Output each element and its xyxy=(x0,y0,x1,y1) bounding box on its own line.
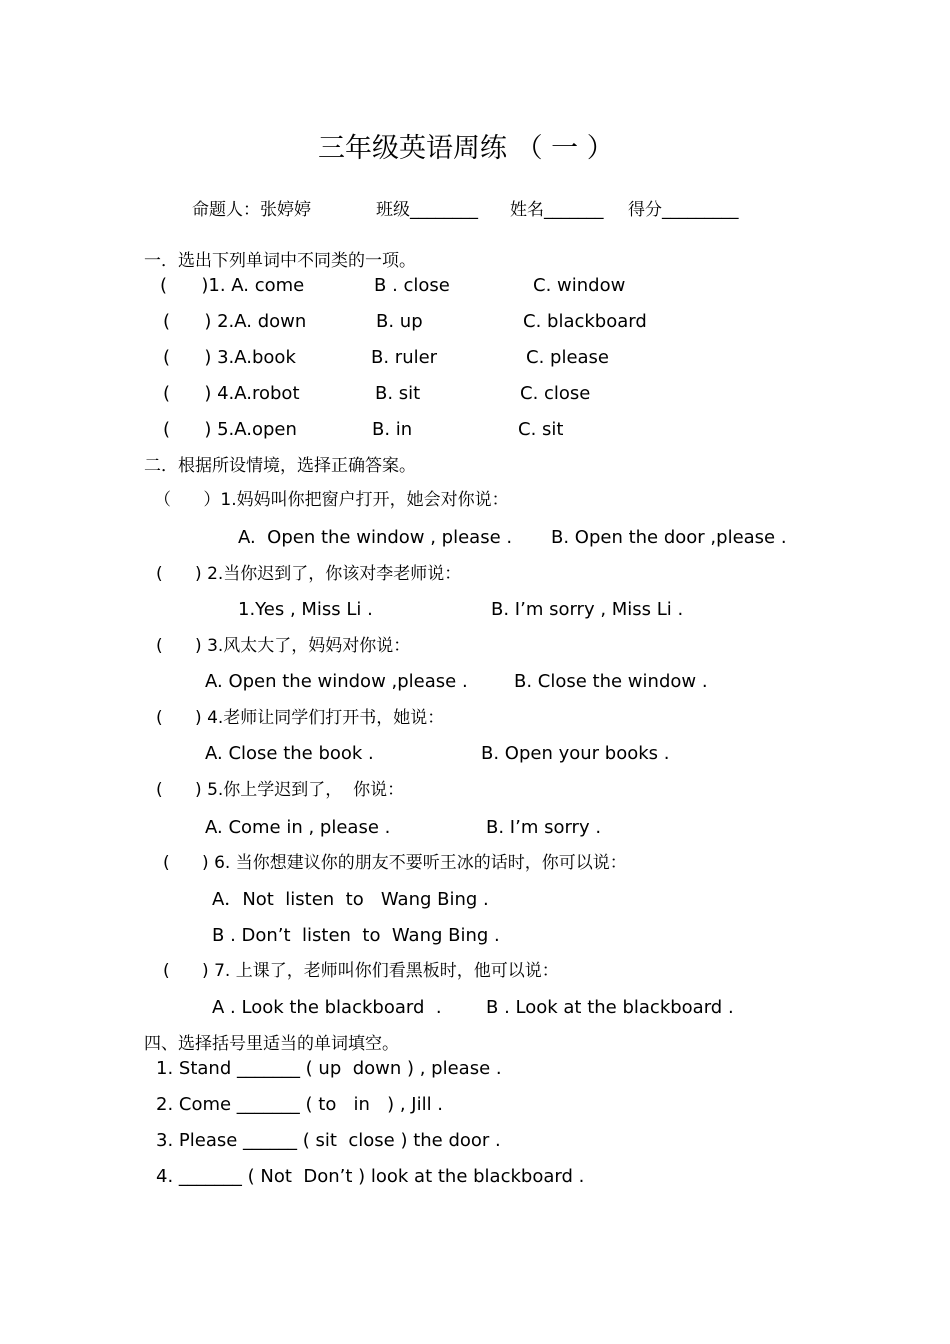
s1-q4-option-a: ( ) 4.A.robot xyxy=(163,383,300,404)
s4-item-1: 1. Stand _______ ( up down ) , please . xyxy=(156,1058,502,1079)
s1-q5-option-a: ( ) 5.A.open xyxy=(163,419,297,440)
s1-q2-option-c: C. blackboard xyxy=(523,311,647,332)
page-title: 三年级英语周练 （ 一 ） xyxy=(318,133,614,164)
s2-q7-option-a: A . Look the blackboard . xyxy=(212,997,442,1018)
s1-q4-option-c: C. close xyxy=(520,383,591,404)
s2-q6-option-b: B . Don’t listen to Wang Bing . xyxy=(212,925,500,946)
section-1-heading: 一．选出下列单词中不同类的一项。 xyxy=(144,251,416,271)
s2-q5-option-a: A. Come in , please . xyxy=(205,817,391,838)
s2-q1-option-b: B. Open the door ,please . xyxy=(551,527,787,548)
s2-q7-option-b: B . Look at the blackboard . xyxy=(486,997,734,1018)
s1-q1-option-c: C. window xyxy=(533,275,626,296)
s4-item-4: 4. _______ ( Not Don’t ) look at the blackboard . xyxy=(156,1166,585,1187)
s1-q1-option-b: B . close xyxy=(374,275,450,296)
s2-q2-option-b: B. I’m sorry , Miss Li . xyxy=(491,599,684,620)
s2-q4-option-a: A. Close the book . xyxy=(205,743,374,764)
s2-q5-stem: ( ) 5.你上学迟到了， 你说： xyxy=(156,780,405,800)
class-field: 班级________ xyxy=(376,200,478,220)
s1-q4-option-b: B. sit xyxy=(375,383,421,404)
s4-item-2: 2. Come _______ ( to in ) , Jill . xyxy=(156,1094,444,1115)
s2-q4-stem: ( ) 4.老师让同学们打开书，她说： xyxy=(156,708,445,728)
s2-q3-option-a: A. Open the window ,please . xyxy=(205,671,468,692)
s1-q5-option-c: C. sit xyxy=(518,419,564,440)
s2-q6-option-a: A．Not listen to Wang Bing . xyxy=(212,889,489,910)
s1-q3-option-c: C. please xyxy=(526,347,609,368)
s2-q3-stem: ( ) 3.风太大了，妈妈对你说： xyxy=(156,636,411,656)
s2-q7-stem: ( ) 7. 上课了，老师叫你们看黑板时，他可以说： xyxy=(163,961,559,981)
s2-q6-stem: ( ) 6. 当你想建议你的朋友不要听王冰的话时，你可以说： xyxy=(163,853,627,873)
s1-q3-option-b: B. ruler xyxy=(371,347,438,368)
section-4-heading: 四、选择括号里适当的单词填空。 xyxy=(144,1034,399,1054)
s2-q1-option-a: A. Open the window , please . xyxy=(238,527,513,548)
s4-item-3: 3. Please ______ ( sit close ) the door . xyxy=(156,1130,501,1151)
s2-q2-option-a: 1.Yes , Miss Li . xyxy=(238,599,373,620)
section-2-heading: 二．根据所设情境，选择正确答案。 xyxy=(144,456,416,476)
score-field: 得分_________ xyxy=(628,200,739,220)
s1-q3-option-a: ( ) 3.A.book xyxy=(163,347,296,368)
author-label: 命题人：张婷婷 xyxy=(192,200,311,220)
s2-q4-option-b: B. Open your books . xyxy=(481,743,670,764)
s2-q3-option-b: B. Close the window . xyxy=(514,671,708,692)
name-field: 姓名_______ xyxy=(510,200,604,220)
s1-q2-option-a: ( ) 2.A. down xyxy=(163,311,307,332)
s2-q2-stem: ( ) 2.当你迟到了，你该对李老师说： xyxy=(156,564,462,584)
s2-q1-stem: （ ）1.妈妈叫你把窗户打开，她会对你说： xyxy=(154,490,509,510)
s1-q2-option-b: B. up xyxy=(376,311,423,332)
s2-q5-option-b: B. I’m sorry . xyxy=(486,817,602,838)
s1-q1-option-a: ( )1. A. come xyxy=(160,275,305,296)
s1-q5-option-b: B. in xyxy=(372,419,413,440)
